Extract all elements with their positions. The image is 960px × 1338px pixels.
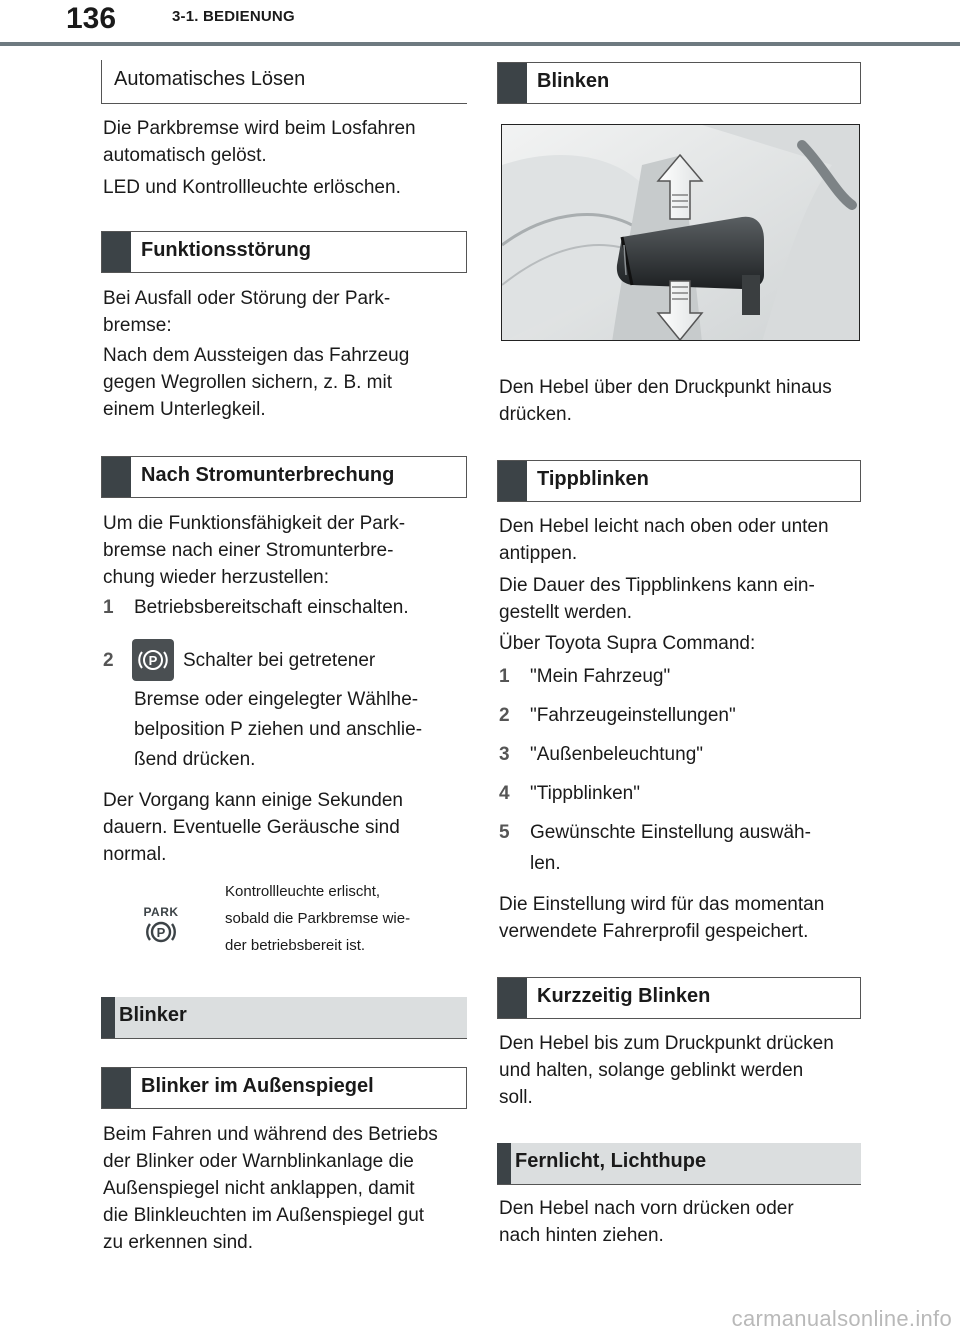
text-line: bremse: bbox=[103, 315, 172, 336]
paragraph bbox=[499, 374, 832, 428]
text-line: nach hinten ziehen. bbox=[499, 1225, 664, 1246]
park-indicator-icon: PARK P bbox=[143, 905, 179, 940]
text-line: Die Dauer des Tippblinkens kann ein- bbox=[499, 575, 815, 596]
step-text: Schalter bei getretener bbox=[183, 650, 376, 671]
text-line: einem Unterlegkeil. bbox=[103, 399, 266, 420]
paragraph bbox=[499, 1030, 834, 1111]
step-number: 4 bbox=[499, 783, 510, 804]
text-line: bremse nach einer Stromunterbre- bbox=[103, 540, 394, 561]
text-line: und halten, solange geblinkt werden bbox=[499, 1060, 804, 1081]
step-number: 2 bbox=[103, 650, 114, 671]
text-line: ßend drücken. bbox=[134, 749, 256, 770]
heading-blinker-im-aussenspiegel: Blinker im Außenspiegel bbox=[101, 1067, 467, 1109]
text-line: zu erkennen sind. bbox=[103, 1232, 253, 1253]
text-line: chung wieder herzustellen: bbox=[103, 567, 330, 588]
heading-automatisches-loesen: Automatisches Lösen bbox=[101, 60, 467, 104]
step-text: Betriebsbereitschaft einschalten. bbox=[134, 597, 409, 618]
heading-tab bbox=[102, 1068, 131, 1108]
paragraph bbox=[103, 285, 390, 339]
heading-tab bbox=[102, 232, 131, 272]
text-line: Außenspiegel nicht anklappen, damit bbox=[103, 1178, 415, 1199]
text-line: normal. bbox=[103, 844, 167, 865]
heading-fernlicht-lichthupe: Fernlicht, Lichthupe bbox=[497, 1143, 861, 1185]
paragraph bbox=[103, 1121, 438, 1256]
text-line: Kontrollleuchte erlischt, bbox=[225, 883, 381, 900]
text-line: automatisch gelöst. bbox=[103, 145, 267, 166]
step-text: "Mein Fahrzeug" bbox=[530, 666, 671, 687]
step-number: 1 bbox=[103, 597, 114, 618]
text-line: Den Hebel über den Druckpunkt hinaus bbox=[499, 377, 832, 398]
chapter-title: 3-1. BEDIENUNG bbox=[172, 8, 295, 25]
heading-tippblinken: Tippblinken bbox=[497, 460, 861, 502]
text-line: die Blinkleuchten im Außenspiegel gut bbox=[103, 1205, 425, 1226]
text-line: Bremse oder eingelegter Wählhe- bbox=[134, 689, 419, 710]
step-text: Gewünschte Einstellung auswäh- bbox=[530, 822, 811, 843]
step-number: 3 bbox=[499, 744, 510, 765]
text-line: Nach dem Aussteigen das Fahrzeug bbox=[103, 345, 410, 366]
heading-tab bbox=[498, 978, 527, 1018]
step-text: "Tippblinken" bbox=[530, 783, 640, 804]
text-line: Den Hebel bis zum Druckpunkt drücken bbox=[499, 1033, 834, 1054]
heading-funktionsstoerung: Funktionsstörung bbox=[101, 231, 467, 273]
step-text: "Fahrzeugeinstellungen" bbox=[530, 705, 736, 726]
paragraph bbox=[103, 342, 409, 423]
text-line: der Blinker oder Warnblinkanlage die bbox=[103, 1151, 414, 1172]
paragraph: LED und Kontrollleuchte erlöschen. bbox=[103, 177, 401, 198]
paragraph bbox=[103, 787, 403, 868]
step-text: "Außenbeleuchtung" bbox=[530, 744, 704, 765]
watermark: carmanualsonline.info bbox=[731, 1306, 952, 1331]
text-line: Um die Funktionsfähigkeit der Park- bbox=[103, 513, 406, 534]
heading-tab bbox=[102, 457, 131, 497]
text-line: gegen Wegrollen sichern, z. B. mit bbox=[103, 372, 393, 393]
text-line: drücken. bbox=[499, 404, 572, 425]
heading-nach-stromunterbrechung: Nach Stromunterbrechung bbox=[101, 456, 467, 498]
text-line: antippen. bbox=[499, 543, 578, 564]
paragraph bbox=[103, 510, 405, 591]
heading-tab bbox=[101, 997, 115, 1038]
step-number: 1 bbox=[499, 666, 510, 687]
parking-brake-switch-icon bbox=[132, 639, 174, 681]
text-line: Die Parkbremse wird beim Losfahren bbox=[103, 118, 416, 139]
text-line: Die Einstellung wird für das momentan bbox=[499, 894, 825, 915]
svg-text:P: P bbox=[148, 653, 158, 668]
turn-signal-lever-illustration bbox=[501, 124, 860, 341]
text-line: gestellt werden. bbox=[499, 602, 633, 623]
paragraph bbox=[499, 513, 829, 567]
paragraph bbox=[499, 1195, 794, 1249]
text-line: soll. bbox=[499, 1087, 533, 1108]
note-text bbox=[225, 878, 410, 959]
heading-tab bbox=[498, 63, 527, 103]
text-line: der betriebsbereit ist. bbox=[225, 937, 366, 954]
heading-tab bbox=[498, 461, 527, 501]
text-line: Der Vorgang kann einige Sekunden bbox=[103, 790, 404, 811]
step-number: 2 bbox=[499, 705, 510, 726]
step-number: 5 bbox=[499, 822, 510, 843]
step-text-continued: len. bbox=[530, 853, 561, 874]
text-line: belposition P ziehen und anschlie- bbox=[134, 719, 423, 740]
text-line: verwendete Fahrerprofil gespeichert. bbox=[499, 921, 809, 942]
paragraph bbox=[499, 572, 815, 626]
text-line: Bei Ausfall oder Störung der Park- bbox=[103, 288, 391, 309]
text-line: Den Hebel nach vorn drücken oder bbox=[499, 1198, 794, 1219]
heading-blinken: Blinken bbox=[497, 62, 861, 104]
heading-kurzzeitig-blinken: Kurzzeitig Blinken bbox=[497, 977, 861, 1019]
paragraph: Über Toyota Supra Command: bbox=[499, 633, 756, 654]
page-number: 136 bbox=[66, 2, 117, 35]
heading-tab bbox=[497, 1143, 511, 1184]
text-line: sobald die Parkbremse wie- bbox=[225, 910, 411, 927]
text-line: Beim Fahren und während des Betriebs bbox=[103, 1124, 438, 1145]
page-number-box bbox=[0, 0, 143, 40]
header-rule bbox=[0, 42, 960, 46]
paragraph bbox=[499, 891, 824, 945]
text-line: dauern. Eventuelle Geräusche sind bbox=[103, 817, 400, 838]
step-text-continued bbox=[134, 685, 422, 775]
heading-blinker: Blinker bbox=[101, 997, 467, 1039]
paragraph bbox=[103, 115, 416, 169]
svg-text:P: P bbox=[156, 925, 166, 940]
text-line: Den Hebel leicht nach oben oder unten bbox=[499, 516, 829, 537]
page-header bbox=[0, 0, 960, 44]
